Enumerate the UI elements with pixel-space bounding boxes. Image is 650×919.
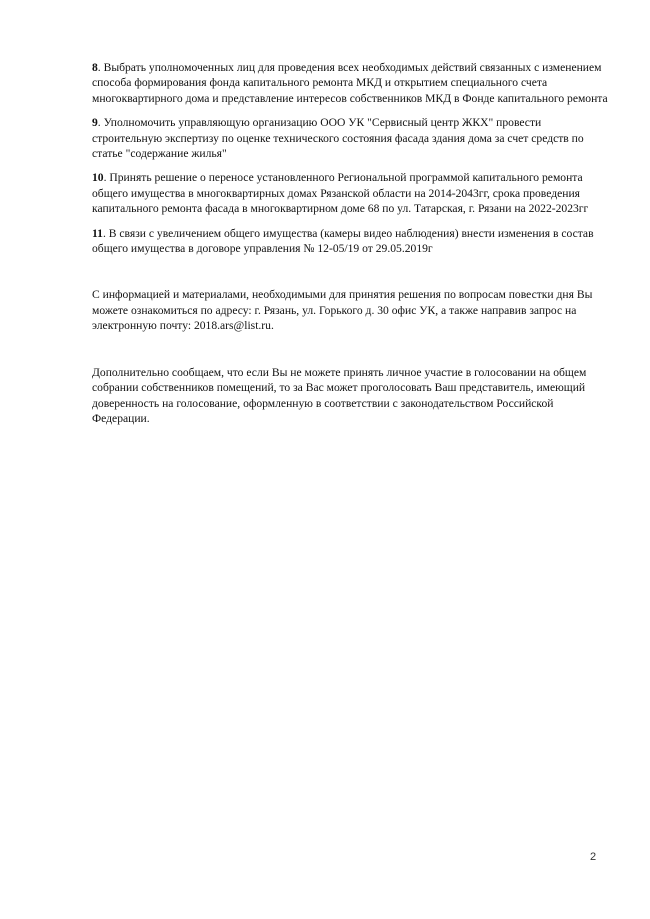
additional-info-paragraph: Дополнительно сообщаем, что если Вы не можете принять личное участие в голосовании на общем собрании собственников помещений, то за Вас может проголосовать Ваш представитель, имеющий доверенность на голосование, оформленную в соответствии с законодательством Российской Федерации. xyxy=(92,365,587,425)
agenda-item-number: 8 xyxy=(92,61,98,74)
agenda-item-8 xyxy=(92,60,612,106)
agenda-item-text: . Уполномочить управляющую организацию ООО УК "Сервисный центр ЖКХ" провести строительную экспертизу по оценке технического состояния фасада здания дома за счет средств по статье "содержание жилья" xyxy=(92,116,584,161)
page-number: 2 xyxy=(590,851,597,863)
agenda-item-number: 11 xyxy=(92,226,103,240)
agenda-item-number: 9 xyxy=(92,116,98,130)
agenda-item-10 xyxy=(92,170,612,216)
info-paragraph: С информацией и материалами, необходимыми для принятия решения по вопросам повестки дня Вы можете ознакомиться по адресу: г. Рязань, ул. Горького д. 30 офис УК, а также направив запрос на электронную почту: 2018.ars@list.ru. xyxy=(92,288,593,333)
agenda-item-9 xyxy=(92,115,612,161)
page-content xyxy=(92,60,612,426)
agenda-item-text: . Принять решение о переносе установленного Региональной программой капитального ремонта общего имущества в многоквартирных домах Рязанской области на 2014-2043гг, срока проведения капитального ремонта фасада в многоквартирном доме 68 по ул. Татарская, г. Рязани на 2022-2023гг xyxy=(92,171,589,216)
agenda-item-text: . В связи с увеличением общего имущества (камеры видео наблюдения) внести изменения в состав общего имущества в договоре управления № 12-05/19 от 29.05.2019г xyxy=(92,226,594,256)
agenda-item-text: . Выбрать уполномоченных лиц для проведения всех необходимых действий связанных с изменением способа формирования фонда капитального ремонта МКД и открытием специального счета многоквартирного дома и представление интересов собственников МКД в Фонде капитального ремонта xyxy=(92,61,608,105)
agenda-item-number: 10 xyxy=(92,171,104,185)
agenda-item-11 xyxy=(92,226,612,257)
